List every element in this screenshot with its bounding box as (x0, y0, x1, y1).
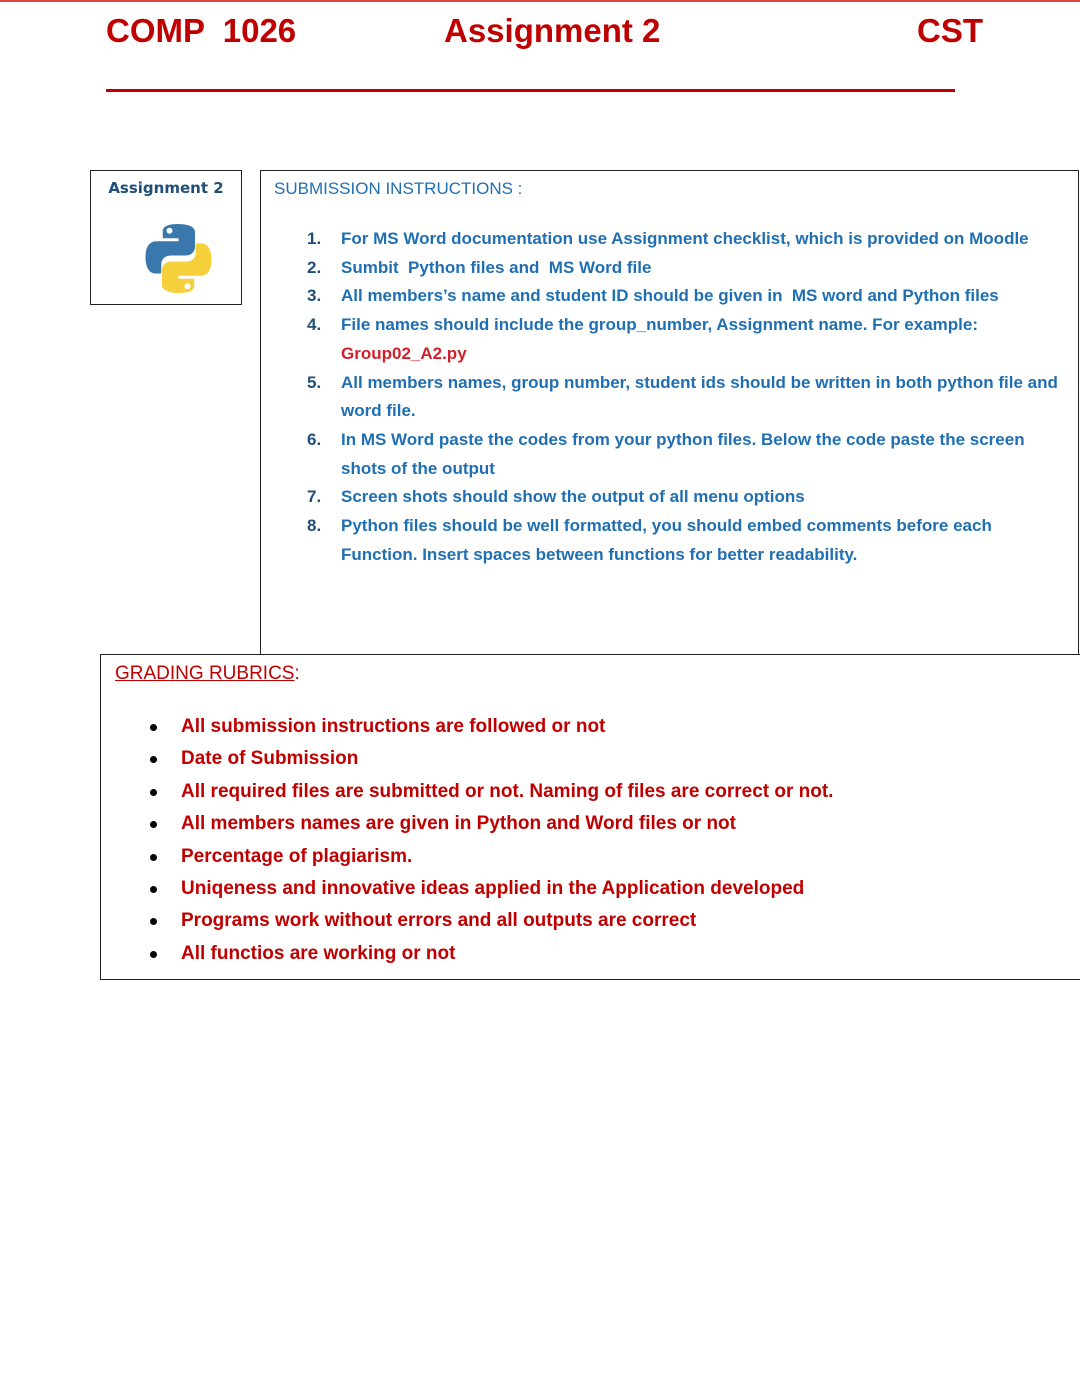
bullet-icon (150, 821, 157, 828)
instruction-number: 6. (307, 429, 322, 449)
instruction-number: 1. (307, 229, 322, 248)
submission-instructions-box (260, 170, 1079, 655)
instruction-item (307, 225, 1067, 254)
assignment-title: Assignment 2 (444, 12, 661, 49)
instruction-number: 8. (307, 516, 322, 536)
rubrics-heading-colon: : (294, 663, 300, 684)
top-rule (0, 0, 1080, 2)
course-code: COMP 1026 (106, 12, 297, 49)
rubric-item (147, 743, 833, 775)
instruction-number: 7. (307, 487, 322, 507)
instruction-item (307, 426, 1067, 483)
logo-label: Assignment 2 (108, 179, 224, 197)
bullet-icon (150, 756, 157, 763)
instructions-heading: SUBMISSION INSTRUCTIONS : (274, 179, 523, 198)
instruction-number: 3. (307, 286, 322, 306)
bullet-icon (150, 854, 157, 861)
instruction-text: Screen shots should show the output of all menu options (341, 487, 805, 507)
instruction-number: 4. (307, 315, 322, 335)
instruction-item (307, 512, 1067, 569)
bullet-icon (150, 886, 157, 893)
rubric-item (147, 938, 833, 970)
bullet-icon (150, 918, 157, 925)
rubric-text: Percentage of plagiarism. (181, 845, 413, 867)
instruction-number: 5. (307, 372, 322, 392)
bullet-icon (150, 724, 157, 731)
rubric-item (147, 776, 833, 808)
bullet-icon (150, 789, 157, 796)
rubric-text: Uniqeness and innovative ideas applied in the Application developed (181, 878, 805, 900)
program-code: CST (917, 12, 983, 49)
bullet-icon (150, 951, 157, 958)
rubric-text: All functios are working or not (181, 942, 456, 964)
instruction-number: 2. (307, 257, 322, 277)
rubrics-list (147, 711, 833, 970)
instruction-text: For MS Word documentation use Assignment checklist, which is provided on Moodle (341, 229, 1029, 248)
instruction-item (307, 254, 1067, 283)
rubrics-heading (115, 663, 300, 685)
instruction-text: File names should include the group_number, Assignment name. For example: (341, 315, 978, 335)
rubric-item (147, 905, 833, 937)
python-logo-icon (141, 221, 216, 296)
rubric-text: All required files are submitted or not. Naming of files are correct or not. (181, 780, 834, 802)
instruction-text: Python files should be well formatted, you should embed comments before each Function. Insert spaces between functions for better readability. (341, 516, 992, 564)
header-underline (106, 89, 955, 92)
instruction-item (307, 311, 1067, 368)
rubric-item (147, 808, 833, 840)
filename-example: Group02_A2.py (341, 343, 467, 363)
instruction-item (307, 369, 1067, 426)
rubrics-heading-text: GRADING RUBRICS (115, 663, 295, 684)
rubric-item (147, 711, 833, 743)
instruction-text: All members’s name and student ID should be given in MS word and Python files (341, 286, 999, 306)
grading-rubrics-box (100, 654, 1080, 980)
rubric-text: Programs work without errors and all outputs are correct (181, 910, 697, 932)
rubric-item (147, 873, 833, 905)
instruction-text: In MS Word paste the codes from your python files. Below the code paste the screen shots of the output (341, 429, 1025, 478)
rubric-text: Date of Submission (181, 748, 359, 770)
instruction-text: All members names, group number, student ids should be written in both python file and word file. (341, 372, 1058, 421)
rubric-item (147, 841, 833, 873)
assignment-logo-box (90, 170, 242, 305)
instruction-item (307, 483, 1067, 512)
rubric-text: All submission instructions are followed or not (181, 716, 606, 737)
rubric-text: All members names are given in Python and Word files or not (181, 813, 736, 835)
instruction-item (307, 282, 1067, 311)
instruction-text: Sumbit Python files and MS Word file (341, 257, 652, 277)
instructions-list (307, 225, 1067, 569)
